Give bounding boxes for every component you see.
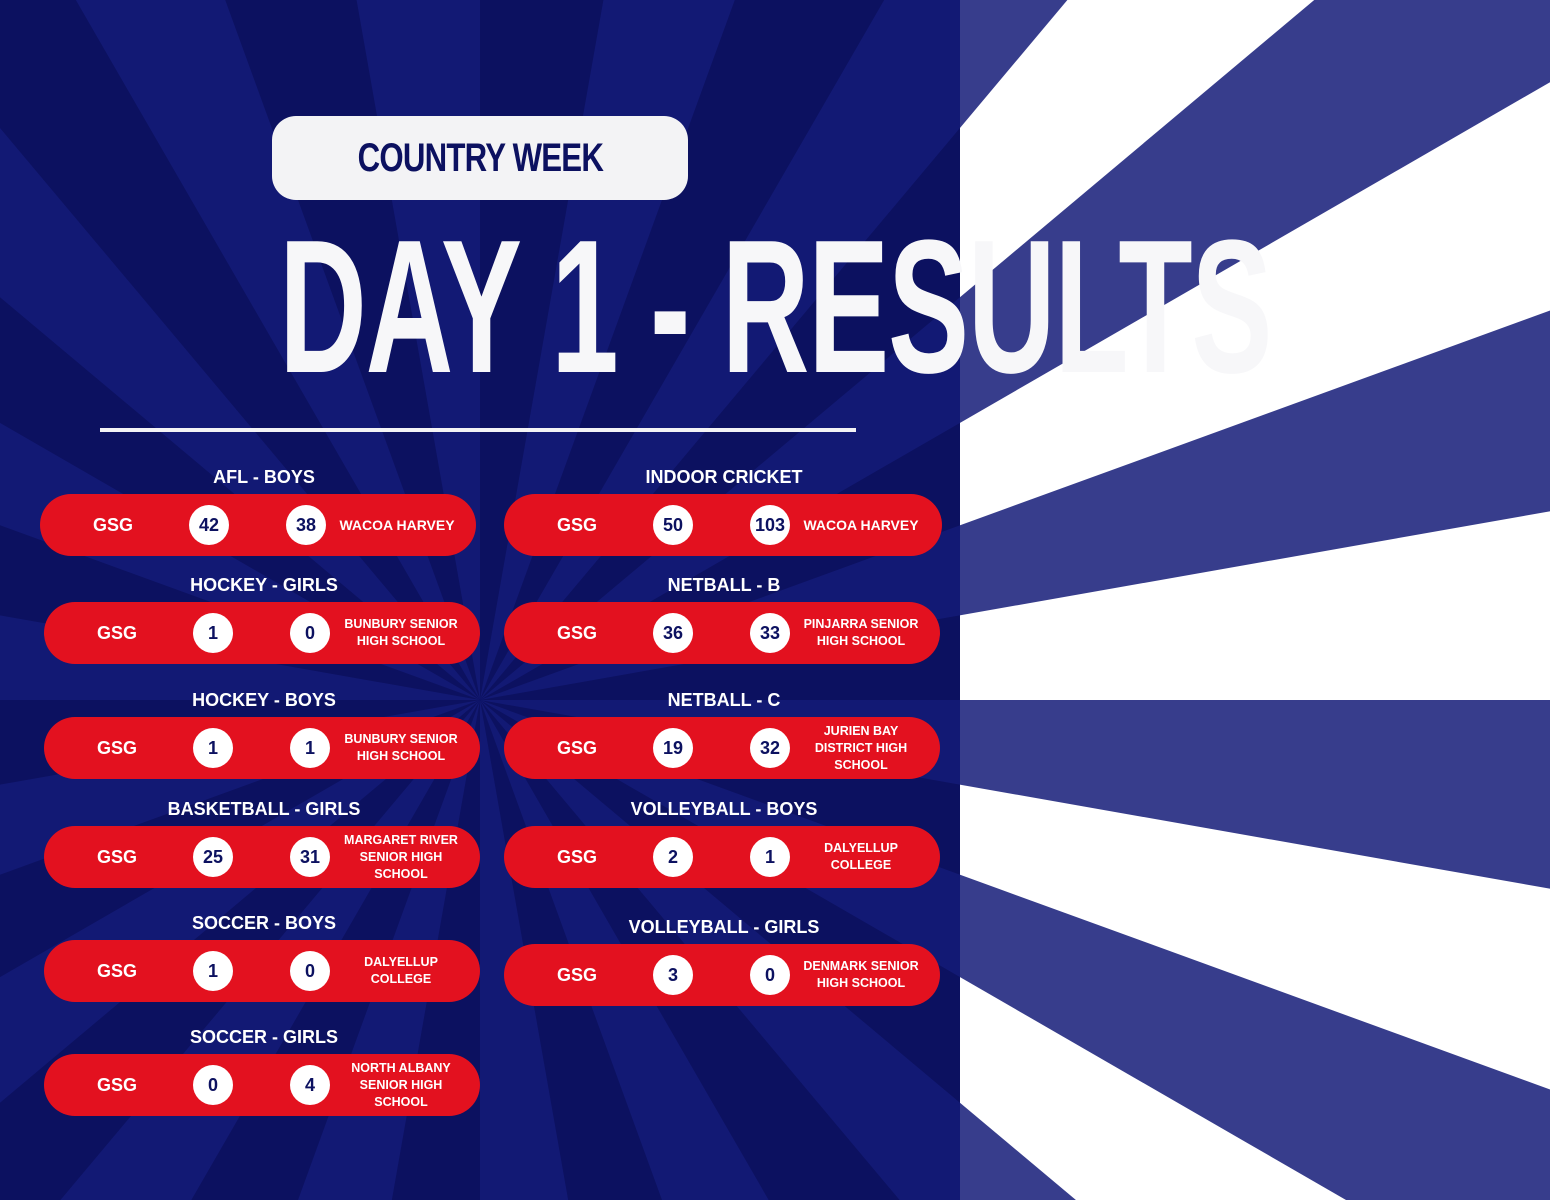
score-bar — [44, 1054, 480, 1116]
page-title-text: DAY 1 - RESULTS — [279, 201, 1272, 413]
home-score: 19 — [653, 728, 693, 768]
home-score: 25 — [193, 837, 233, 877]
match-volleyball-girls — [504, 912, 944, 1006]
away-team: WACOA HARVEY — [339, 516, 455, 533]
away-team: JURIEN BAY DISTRICT HIGH SCHOOL — [814, 723, 908, 772]
match-soccer-boys — [44, 908, 484, 1002]
home-team: GSG — [96, 961, 137, 981]
away-score: 103 — [750, 505, 790, 545]
match-sport-label: SOCCER - BOYS — [191, 913, 337, 933]
home-score: 0 — [193, 1065, 233, 1105]
score-bar — [504, 944, 940, 1006]
match-sport-label: NETBALL - B — [667, 575, 781, 595]
match-volleyball-boys — [504, 794, 944, 888]
score-bar — [40, 494, 476, 556]
home-team: GSG — [96, 847, 137, 867]
away-score: 32 — [750, 728, 790, 768]
away-score: 38 — [286, 505, 326, 545]
home-team: GSG — [556, 847, 597, 867]
match-soccer-girls — [44, 1022, 484, 1116]
away-score: 31 — [290, 837, 330, 877]
match-sport-label: SOCCER - GIRLS — [189, 1027, 338, 1047]
match-sport-label: VOLLEYBALL - GIRLS — [628, 917, 820, 937]
home-score: 42 — [189, 505, 229, 545]
away-team: WACOA HARVEY — [803, 516, 919, 533]
home-team: GSG — [96, 623, 137, 643]
home-team: GSG — [556, 515, 597, 535]
home-score: 1 — [193, 613, 233, 653]
away-score: 33 — [750, 613, 790, 653]
score-bar — [504, 717, 940, 779]
title-divider — [100, 428, 856, 432]
page-title — [0, 201, 1272, 413]
away-team: NORTH ALBANY SENIOR HIGH SCHOOL — [351, 1060, 451, 1109]
match-sport-label: HOCKEY - GIRLS — [190, 575, 338, 595]
match-sport-label: AFL - BOYS — [213, 467, 315, 487]
match-sport-label: INDOOR CRICKET — [645, 467, 803, 487]
score-bar — [44, 717, 480, 779]
match-indoor-cricket — [504, 462, 944, 556]
away-team: DALYELLUP COLLEGE — [824, 841, 898, 872]
home-team: GSG — [556, 623, 597, 643]
away-score: 1 — [290, 728, 330, 768]
away-team: BUNBURY SENIOR HIGH SCHOOL — [344, 617, 458, 648]
score-bar — [44, 940, 480, 1002]
away-team: BUNBURY SENIOR HIGH SCHOOL — [344, 732, 458, 763]
subtitle-pill — [272, 116, 688, 200]
match-sport-label: BASKETBALL - GIRLS — [167, 799, 361, 819]
home-score: 3 — [653, 955, 693, 995]
away-score: 0 — [750, 955, 790, 995]
home-score: 50 — [653, 505, 693, 545]
score-bar — [504, 494, 942, 556]
home-score: 36 — [653, 613, 693, 653]
score-bar — [44, 826, 480, 888]
match-sport-label: VOLLEYBALL - BOYS — [630, 799, 818, 819]
match-afl-boys — [44, 462, 484, 556]
home-score: 2 — [653, 837, 693, 877]
match-basketball-girls — [44, 794, 484, 888]
away-team: DALYELLUP COLLEGE — [364, 955, 438, 986]
match-hockey-girls — [44, 570, 484, 664]
home-team: GSG — [96, 1075, 137, 1095]
away-score: 0 — [290, 951, 330, 991]
away-score: 1 — [750, 837, 790, 877]
score-bar — [504, 826, 940, 888]
home-team: GSG — [556, 965, 597, 985]
match-netball-c — [504, 685, 944, 779]
match-sport-label: NETBALL - C — [667, 690, 781, 710]
away-score: 4 — [290, 1065, 330, 1105]
home-team: GSG — [92, 515, 133, 535]
home-team: GSG — [556, 738, 597, 758]
away-team: DENMARK SENIOR HIGH SCHOOL — [803, 959, 919, 990]
score-bar — [44, 602, 480, 664]
score-bar — [504, 602, 940, 664]
away-score: 0 — [290, 613, 330, 653]
home-score: 1 — [193, 951, 233, 991]
home-score: 1 — [193, 728, 233, 768]
match-netball-b — [504, 570, 944, 664]
subtitle-text: COUNTRY WEEK — [357, 135, 603, 180]
away-team: PINJARRA SENIOR HIGH SCHOOL — [803, 617, 919, 648]
match-sport-label: HOCKEY - BOYS — [192, 690, 336, 710]
away-team: MARGARET RIVER SENIOR HIGH SCHOOL — [344, 832, 458, 881]
home-team: GSG — [96, 738, 137, 758]
match-hockey-boys — [44, 685, 484, 779]
